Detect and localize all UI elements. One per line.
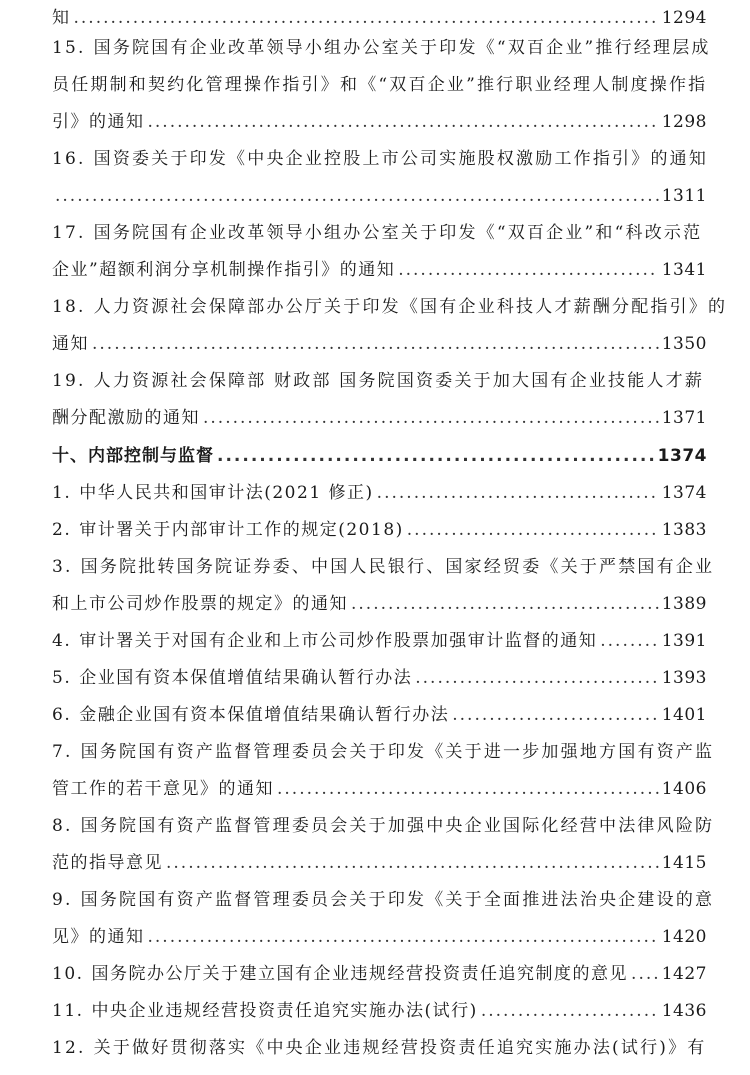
toc-line[interactable] bbox=[52, 808, 715, 838]
toc-item-title: 知 bbox=[52, 8, 71, 28]
toc-item-title: 酬分配激励的通知 bbox=[52, 408, 200, 428]
dot-leader bbox=[631, 962, 659, 986]
toc-page-number: 1371 bbox=[661, 408, 707, 428]
dot-leader bbox=[203, 406, 659, 430]
toc-line[interactable] bbox=[52, 400, 707, 430]
toc-line[interactable] bbox=[52, 0, 707, 30]
toc-page-number: 1420 bbox=[661, 927, 707, 947]
toc-line[interactable] bbox=[52, 67, 707, 97]
toc-line[interactable] bbox=[52, 771, 707, 801]
toc-page-number: 1298 bbox=[661, 112, 707, 132]
toc-page-number: 1311 bbox=[661, 186, 707, 206]
toc-item-number: 7. bbox=[52, 742, 73, 762]
toc-item-number: 1. bbox=[52, 483, 72, 503]
toc-item-number: 10. bbox=[52, 964, 84, 984]
toc-line[interactable] bbox=[52, 734, 715, 764]
toc-line[interactable] bbox=[52, 919, 707, 949]
toc-item-title: 国务院批转国务院证券委、中国人民银行、国家经贸委《关于严禁国有企业 bbox=[80, 557, 715, 577]
toc-item-number: 6. bbox=[52, 705, 72, 725]
toc-item-title: 范的指导意见 bbox=[52, 853, 163, 873]
toc-page-number: 1391 bbox=[661, 631, 707, 651]
toc-line[interactable] bbox=[52, 289, 728, 319]
toc-item-number: 15. bbox=[52, 38, 86, 58]
toc-page-number: 1427 bbox=[661, 964, 707, 984]
toc-item-number: 12. bbox=[52, 1038, 86, 1058]
toc-item-title: 人力资源社会保障部办公厅关于印发《国有企业科技人才薪酬分配指引》的 bbox=[93, 297, 728, 317]
toc-item-title: 国务院国有资产监督管理委员会关于印发《关于进一步加强地方国有资产监 bbox=[80, 742, 715, 762]
dot-leader bbox=[92, 332, 659, 356]
toc-item-number: 3. bbox=[52, 557, 73, 577]
dot-leader bbox=[377, 481, 659, 505]
dot-leader bbox=[481, 999, 659, 1023]
toc-section-heading[interactable] bbox=[52, 438, 707, 468]
dot-leader bbox=[217, 444, 655, 468]
toc-item-title: 和上市公司炒作股票的规定》的通知 bbox=[52, 594, 348, 614]
toc-item-title: 管工作的若干意见》的通知 bbox=[52, 779, 274, 799]
toc-item-number: 5. bbox=[52, 668, 72, 688]
toc-line[interactable] bbox=[52, 178, 707, 208]
toc-line[interactable] bbox=[52, 993, 707, 1023]
toc-item-number: 18. bbox=[52, 297, 86, 317]
toc-item-title: 十、内部控制与监督 bbox=[52, 446, 214, 466]
toc-line[interactable] bbox=[52, 252, 707, 282]
toc-page-number: 1374 bbox=[661, 483, 707, 503]
toc-page-number: 1401 bbox=[661, 705, 707, 725]
toc-line[interactable] bbox=[52, 623, 707, 653]
dot-leader bbox=[74, 6, 659, 30]
toc-item-title: 企业国有资本保值增值结果确认暂行办法 bbox=[79, 668, 413, 688]
toc-line[interactable] bbox=[52, 30, 711, 60]
toc-item-title: 中华人民共和国审计法(2021 修正) bbox=[79, 483, 374, 503]
toc-line[interactable] bbox=[52, 956, 707, 986]
toc-item-number: 16. bbox=[52, 149, 86, 169]
toc-item-number: 8. bbox=[52, 816, 73, 836]
dot-leader bbox=[277, 777, 659, 801]
toc-line[interactable] bbox=[52, 215, 707, 245]
toc-page-number: 1393 bbox=[661, 668, 707, 688]
toc-item-number: 4. bbox=[52, 631, 72, 651]
toc-page-number: 1436 bbox=[661, 1001, 707, 1021]
toc-item-title: 国务院国有资产监督管理委员会关于加强中央企业国际化经营中法律风险防 bbox=[80, 816, 715, 836]
toc-item-number: 17. bbox=[52, 223, 86, 243]
toc-item-number: 2. bbox=[52, 520, 72, 540]
dot-leader bbox=[55, 184, 659, 208]
toc-page-number: 1389 bbox=[661, 594, 707, 614]
dot-leader bbox=[148, 110, 659, 134]
toc-line[interactable] bbox=[52, 475, 707, 505]
dot-leader bbox=[398, 258, 659, 282]
toc-item-title: 国务院国有企业改革领导小组办公室关于印发《“双百企业”和“科改示范 bbox=[93, 223, 703, 243]
dot-leader bbox=[407, 518, 659, 542]
toc-line[interactable] bbox=[52, 363, 707, 393]
toc-item-title: 国务院国有企业改革领导小组办公室关于印发《“双百企业”推行经理层成 bbox=[93, 38, 711, 58]
toc-item-title: 国务院办公厅关于建立国有企业违规经营投资责任追究制度的意见 bbox=[91, 964, 629, 984]
toc-item-title: 人力资源社会保障部 财政部 国务院国资委关于加大国有企业技能人才薪 bbox=[93, 371, 705, 391]
toc-item-number: 11. bbox=[52, 1001, 84, 1021]
toc-line[interactable] bbox=[52, 512, 707, 542]
toc-page-number: 1341 bbox=[661, 260, 707, 280]
toc-page-number: 1383 bbox=[661, 520, 707, 540]
toc-page-number: 1294 bbox=[661, 8, 707, 28]
toc-item-title: 国资委关于印发《中央企业控股上市公司实施股权激励工作指引》的通知 bbox=[93, 149, 709, 169]
toc-line[interactable] bbox=[52, 586, 707, 616]
dot-leader bbox=[351, 592, 659, 616]
toc-line[interactable] bbox=[52, 882, 715, 912]
toc-item-title: 引》的通知 bbox=[52, 112, 145, 132]
toc-item-title: 审计署关于内部审计工作的规定(2018) bbox=[79, 520, 404, 540]
toc-item-title: 关于做好贯彻落实《中央企业违规经营投资责任追究实施办法(试行)》有 bbox=[93, 1038, 707, 1058]
toc-page-number: 1374 bbox=[657, 446, 707, 466]
toc-line[interactable] bbox=[52, 1030, 707, 1060]
dot-leader bbox=[166, 851, 659, 875]
toc-item-title: 审计署关于对国有企业和上市公司炒作股票加强审计监督的通知 bbox=[79, 631, 598, 651]
toc-line[interactable] bbox=[52, 697, 707, 727]
toc-item-title: 员任期制和契约化管理操作指引》和《“双百企业”推行职业经理人制度操作指 bbox=[52, 75, 708, 95]
toc-item-title: 中央企业违规经营投资责任追究实施办法(试行) bbox=[91, 1001, 478, 1021]
toc-page-number: 1406 bbox=[661, 779, 707, 799]
toc-item-title: 企业”超额利润分享机制操作指引》的通知 bbox=[52, 260, 396, 280]
toc-item-title: 见》的通知 bbox=[52, 927, 145, 947]
toc-line[interactable] bbox=[52, 845, 707, 875]
dot-leader bbox=[415, 666, 659, 690]
toc-line[interactable] bbox=[52, 326, 707, 356]
toc-page-number: 1350 bbox=[661, 334, 707, 354]
toc-line[interactable] bbox=[52, 104, 707, 134]
toc-item-title: 国务院国有资产监督管理委员会关于印发《关于全面推进法治央企建设的意 bbox=[80, 890, 715, 910]
toc-item-number: 9. bbox=[52, 890, 73, 910]
dot-leader bbox=[148, 925, 659, 949]
toc-line[interactable] bbox=[52, 549, 715, 579]
toc-page-number: 1415 bbox=[661, 853, 707, 873]
dot-leader bbox=[600, 629, 659, 653]
toc-item-title: 金融企业国有资本保值增值结果确认暂行办法 bbox=[79, 705, 450, 725]
toc-line[interactable] bbox=[52, 660, 707, 690]
toc-item-number: 19. bbox=[52, 371, 86, 391]
toc-line[interactable] bbox=[52, 141, 707, 171]
toc-item-title: 通知 bbox=[52, 334, 89, 354]
dot-leader bbox=[452, 703, 659, 727]
